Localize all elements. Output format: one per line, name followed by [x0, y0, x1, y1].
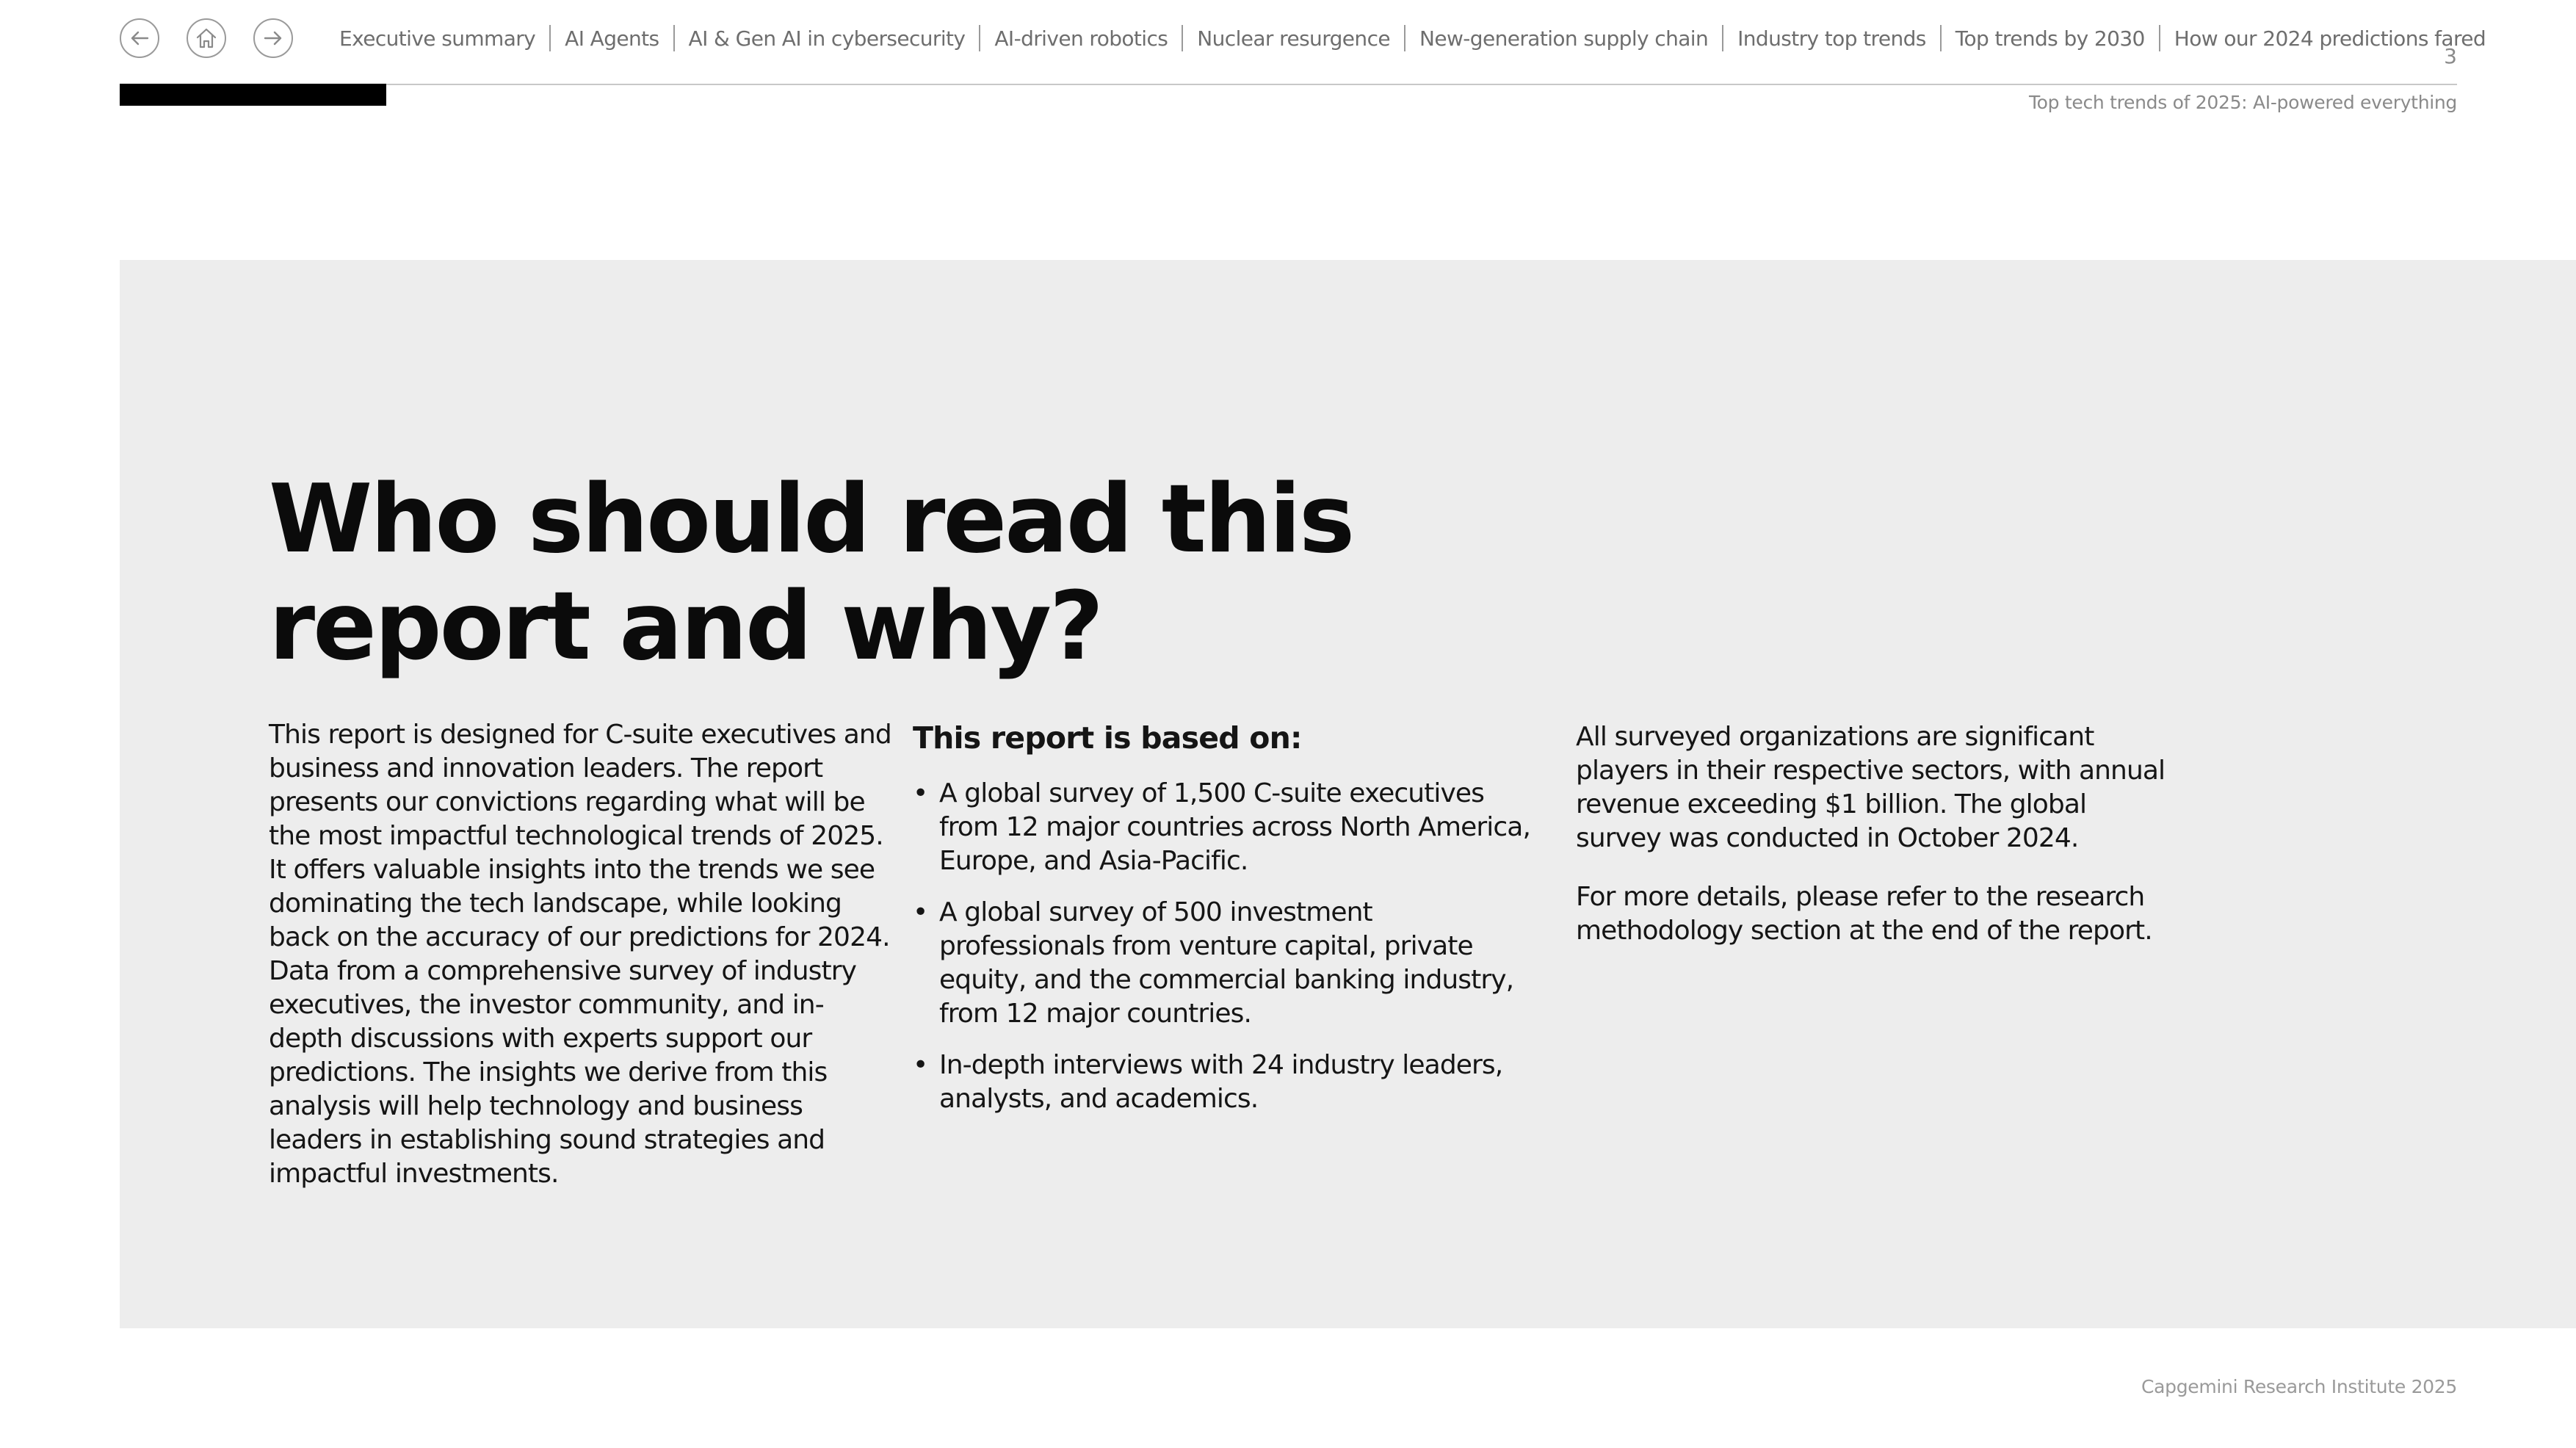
nav-link-ai-cybersecurity[interactable]: AI & Gen AI in cybersecurity — [688, 26, 966, 51]
nav-divider — [2159, 25, 2160, 51]
forward-button[interactable] — [253, 18, 293, 58]
nav-link-ai-agents[interactable]: AI Agents — [565, 26, 659, 51]
page-title-line-1: Who should read this — [269, 465, 1353, 574]
nav-link-ai-robotics[interactable]: AI-driven robotics — [994, 26, 1168, 51]
nav-divider — [673, 25, 675, 51]
list-item — [913, 1049, 1544, 1116]
list-item — [913, 777, 1544, 878]
nav-divider — [1940, 25, 1942, 51]
survey-details-paragraph: All surveyed organizations are significant players in their respective sectors, with annual revenue exceeding $1 billion. The global survey was conducted in October 2024. — [1576, 722, 2166, 853]
based-on-list — [913, 777, 1544, 1116]
page-number: 3 — [2444, 44, 2457, 68]
nav-link-nuclear-resurgence[interactable]: Nuclear resurgence — [1197, 26, 1390, 51]
page-title-line-2: report and why? — [269, 572, 1102, 681]
nav-link-top-trends-2030[interactable]: Top trends by 2030 — [1955, 26, 2145, 51]
list-item — [913, 896, 1544, 1031]
based-on-column — [913, 720, 1544, 1134]
based-on-title: This report is based on: — [913, 720, 1302, 756]
methodology-note-paragraph: For more details, please refer to the research methodology section at the end of the report. — [1576, 882, 2152, 946]
nav-link-2024-predictions[interactable]: How our 2024 predictions fared — [2174, 26, 2486, 51]
section-progress-bar — [120, 84, 386, 106]
intro-column — [269, 718, 893, 1191]
bullet-icon: • — [913, 897, 928, 927]
nav-divider — [1722, 25, 1723, 51]
arrow-left-icon — [129, 27, 151, 49]
header-divider — [120, 84, 2457, 85]
home-button[interactable] — [187, 18, 226, 58]
nav-divider — [979, 25, 980, 51]
arrow-right-icon — [262, 27, 284, 49]
details-column — [1576, 720, 2178, 948]
nav-link-executive-summary[interactable]: Executive summary — [339, 26, 536, 51]
footer-credit: Capgemini Research Institute 2025 — [2141, 1376, 2457, 1397]
list-item-text: A global survey of 500 investment professionals from venture capital, private equity, and the commercial banking industry, from 12 major countries. — [939, 897, 1514, 1029]
nav-link-industry-top-trends[interactable]: Industry top trends — [1737, 26, 1926, 51]
intro-paragraph: This report is designed for C-suite executives and business and innovation leaders. The report presents our convictions regarding what will be the most impactful technological trends of 2025. It offers valuable insights into the trends we see dominating the tech landscape, while looking back on the accuracy of our predictions for 2024. Data from a comprehensive survey of industry executives, the investor community, and in-depth discussions with experts support our predictions. The insights we derive from this analysis will help technology and business leaders in establishing sound strategies and impactful investments. — [269, 720, 891, 1189]
bullet-icon: • — [913, 778, 928, 808]
nav-divider — [1404, 25, 1405, 51]
page-title — [269, 466, 1370, 681]
home-icon — [195, 26, 218, 50]
document-subtitle: Top tech trends of 2025: AI-powered everything — [2028, 92, 2457, 113]
list-item-text: In-depth interviews with 24 industry leaders, analysts, and academics. — [939, 1050, 1503, 1114]
list-item-text: A global survey of 1,500 C-suite executives from 12 major countries across North America, Europe, and Asia-Pacific. — [939, 778, 1531, 876]
nav-divider — [549, 25, 551, 51]
back-button[interactable] — [120, 18, 159, 58]
nav-divider — [1182, 25, 1183, 51]
nav-link-supply-chain[interactable]: New-generation supply chain — [1419, 26, 1709, 51]
section-nav — [339, 25, 2486, 51]
bullet-icon: • — [913, 1050, 928, 1080]
